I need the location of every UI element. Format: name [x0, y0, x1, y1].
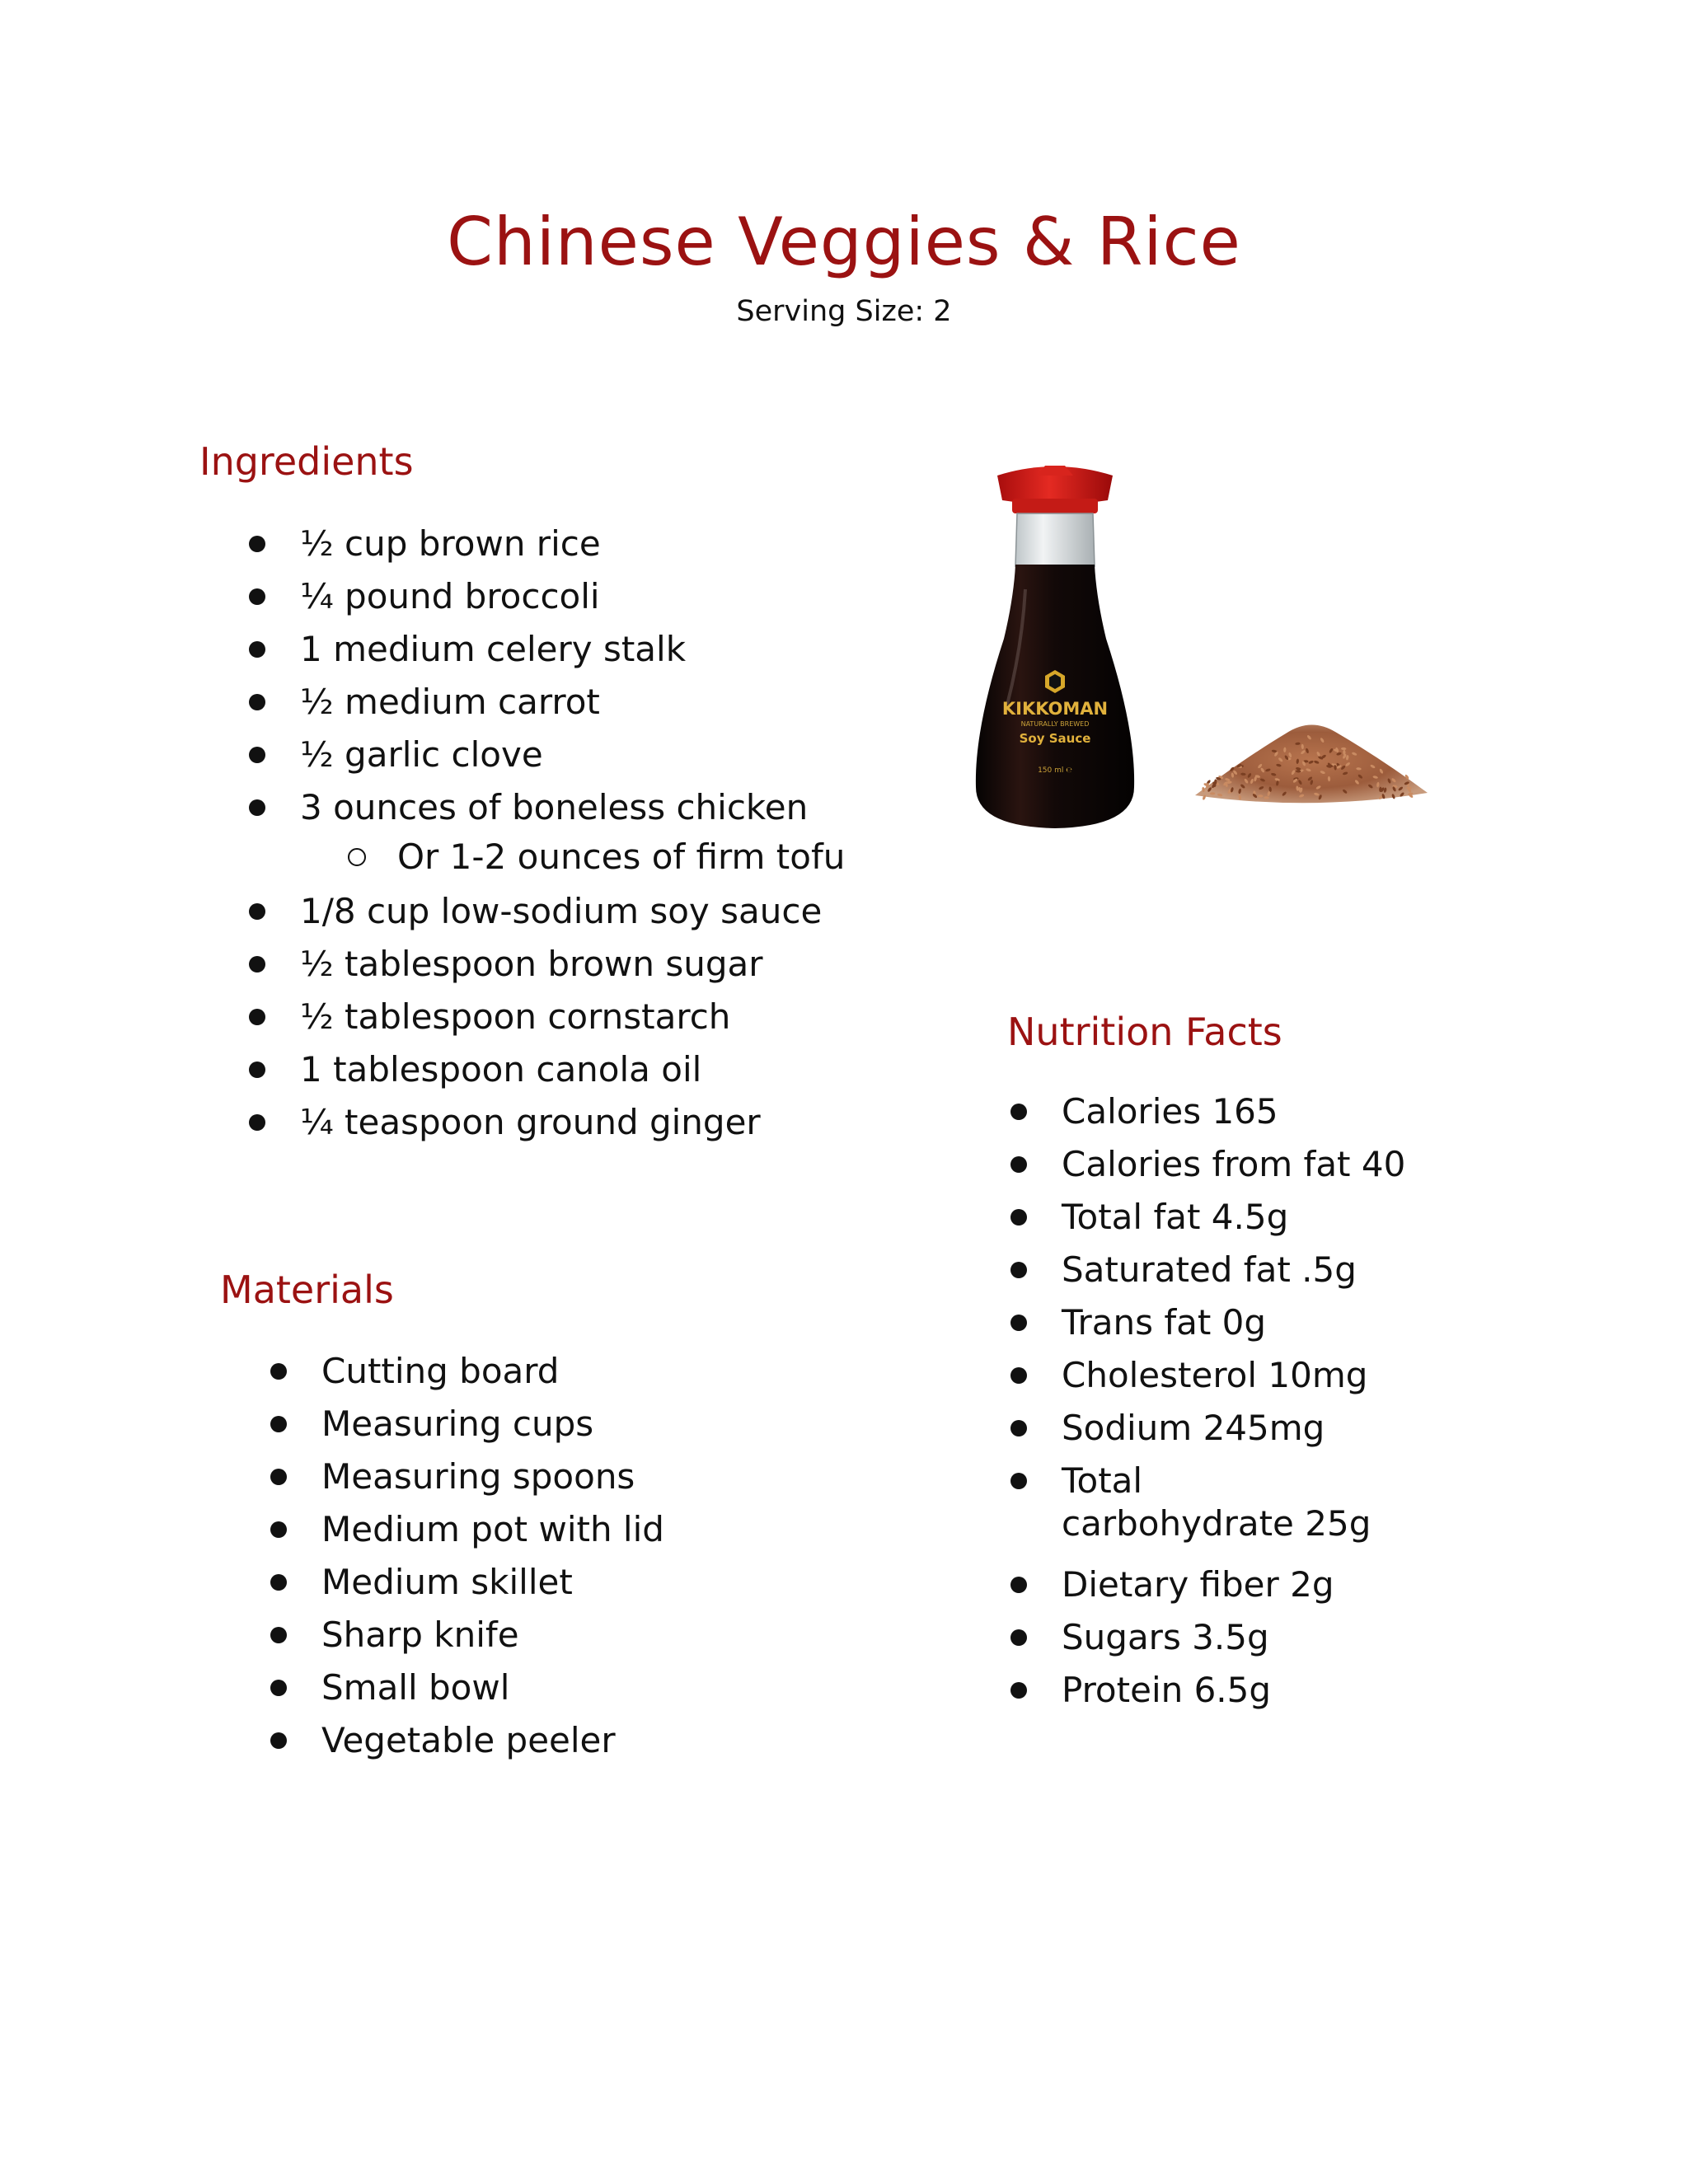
list-item-text: Total fat 4.5g	[1062, 1197, 1289, 1237]
ingredients-heading: Ingredients	[199, 439, 414, 484]
bullet-icon	[1010, 1629, 1027, 1646]
soy-sauce-bottle-image	[964, 457, 1146, 832]
bullet-icon	[270, 1469, 287, 1485]
list-item-text: Small bowl	[321, 1667, 510, 1708]
list-item-text: Sharp knife	[321, 1615, 519, 1655]
bullet-icon	[1010, 1473, 1027, 1489]
bullet-icon	[249, 799, 265, 816]
list-item-text: Or 1-2 ounces of firm tofu	[397, 837, 846, 877]
bullet-icon	[270, 1732, 287, 1749]
bullet-icon	[1010, 1156, 1027, 1173]
page-title: Chinese Veggies & Rice	[447, 204, 1241, 280]
list-item-text: Calories 165	[1062, 1091, 1278, 1132]
bullet-icon	[249, 536, 265, 552]
list-item-text: ½ cup brown rice	[300, 523, 601, 564]
bullet-icon	[1010, 1682, 1027, 1699]
bullet-icon	[249, 1062, 265, 1078]
list-item-text: Sugars 3.5g	[1062, 1617, 1269, 1657]
bullet-icon	[1010, 1315, 1027, 1331]
bullet-icon	[249, 903, 265, 920]
bullet-icon	[249, 588, 265, 605]
bullet-icon	[249, 694, 265, 710]
soy-sauce-name-label: Soy Sauce	[1019, 731, 1091, 746]
bullet-icon	[249, 747, 265, 763]
bullet-icon	[1010, 1420, 1027, 1436]
hollow-bullet-icon	[348, 848, 366, 866]
bullet-icon	[249, 1114, 265, 1131]
bullet-icon	[270, 1574, 287, 1591]
list-item-text: Saturated fat .5g	[1062, 1249, 1357, 1290]
list-item-text: Measuring spoons	[321, 1456, 635, 1497]
bullet-icon	[270, 1627, 287, 1643]
bullet-icon	[270, 1680, 287, 1696]
list-item-text: Trans fat 0g	[1062, 1302, 1267, 1343]
bullet-icon	[270, 1521, 287, 1538]
bullet-icon	[249, 956, 265, 972]
bullet-icon	[270, 1416, 287, 1432]
list-item-text: ½ medium carrot	[300, 682, 600, 722]
list-item-text: Protein 6.5g	[1062, 1670, 1272, 1710]
list-item-text: Medium skillet	[321, 1562, 573, 1602]
brown-rice-pile-image	[1187, 701, 1434, 816]
list-item-text: Cholesterol 10mg	[1062, 1355, 1368, 1395]
nutrition-facts-heading: Nutrition Facts	[1007, 1010, 1282, 1054]
bullet-icon	[1010, 1209, 1027, 1226]
list-item-text: Dietary fiber 2g	[1062, 1564, 1334, 1605]
list-item	[1010, 1460, 1472, 1545]
list-item-text: 1 medium celery stalk	[300, 629, 687, 669]
list-item-text: Calories from fat 40	[1062, 1144, 1406, 1184]
list-item-text: Sodium 245mg	[1062, 1408, 1325, 1448]
soy-sauce-brand-label: KIKKOMAN	[1001, 699, 1109, 719]
serving-size: Serving Size: 2	[736, 295, 952, 328]
list-item-text: ½ garlic clove	[300, 734, 543, 775]
bullet-icon	[249, 1009, 265, 1025]
soy-sauce-subtitle-label: NATURALLY BREWED	[1020, 720, 1090, 728]
list-item-text: Total carbohydrate 25g	[1062, 1460, 1372, 1544]
bullet-icon	[249, 641, 265, 658]
bullet-icon	[1010, 1367, 1027, 1384]
soy-sauce-volume-label: 150 ml ℮	[1038, 766, 1072, 775]
list-item-text: Cutting board	[321, 1351, 560, 1391]
list-item-text: ½ tablespoon brown sugar	[300, 944, 763, 984]
list-item-text: ¼ pound broccoli	[300, 576, 600, 616]
list-item-text: Medium pot with lid	[321, 1509, 664, 1549]
list-item-text: 3 ounces of boneless chicken	[300, 787, 809, 827]
list-item-text: 1/8 cup low-sodium soy sauce	[300, 891, 823, 931]
bullet-icon	[1010, 1262, 1027, 1278]
list-item-text: Vegetable peeler	[321, 1720, 616, 1760]
materials-heading: Materials	[220, 1268, 394, 1312]
bullet-icon	[1010, 1577, 1027, 1593]
bullet-icon	[270, 1363, 287, 1380]
list-item-text: ½ tablespoon cornstarch	[300, 996, 731, 1037]
list-item-text: ¼ teaspoon ground ginger	[300, 1102, 761, 1142]
list-item-text: 1 tablespoon canola oil	[300, 1049, 702, 1090]
bullet-icon	[1010, 1104, 1027, 1120]
list-item-text: Measuring cups	[321, 1404, 594, 1444]
